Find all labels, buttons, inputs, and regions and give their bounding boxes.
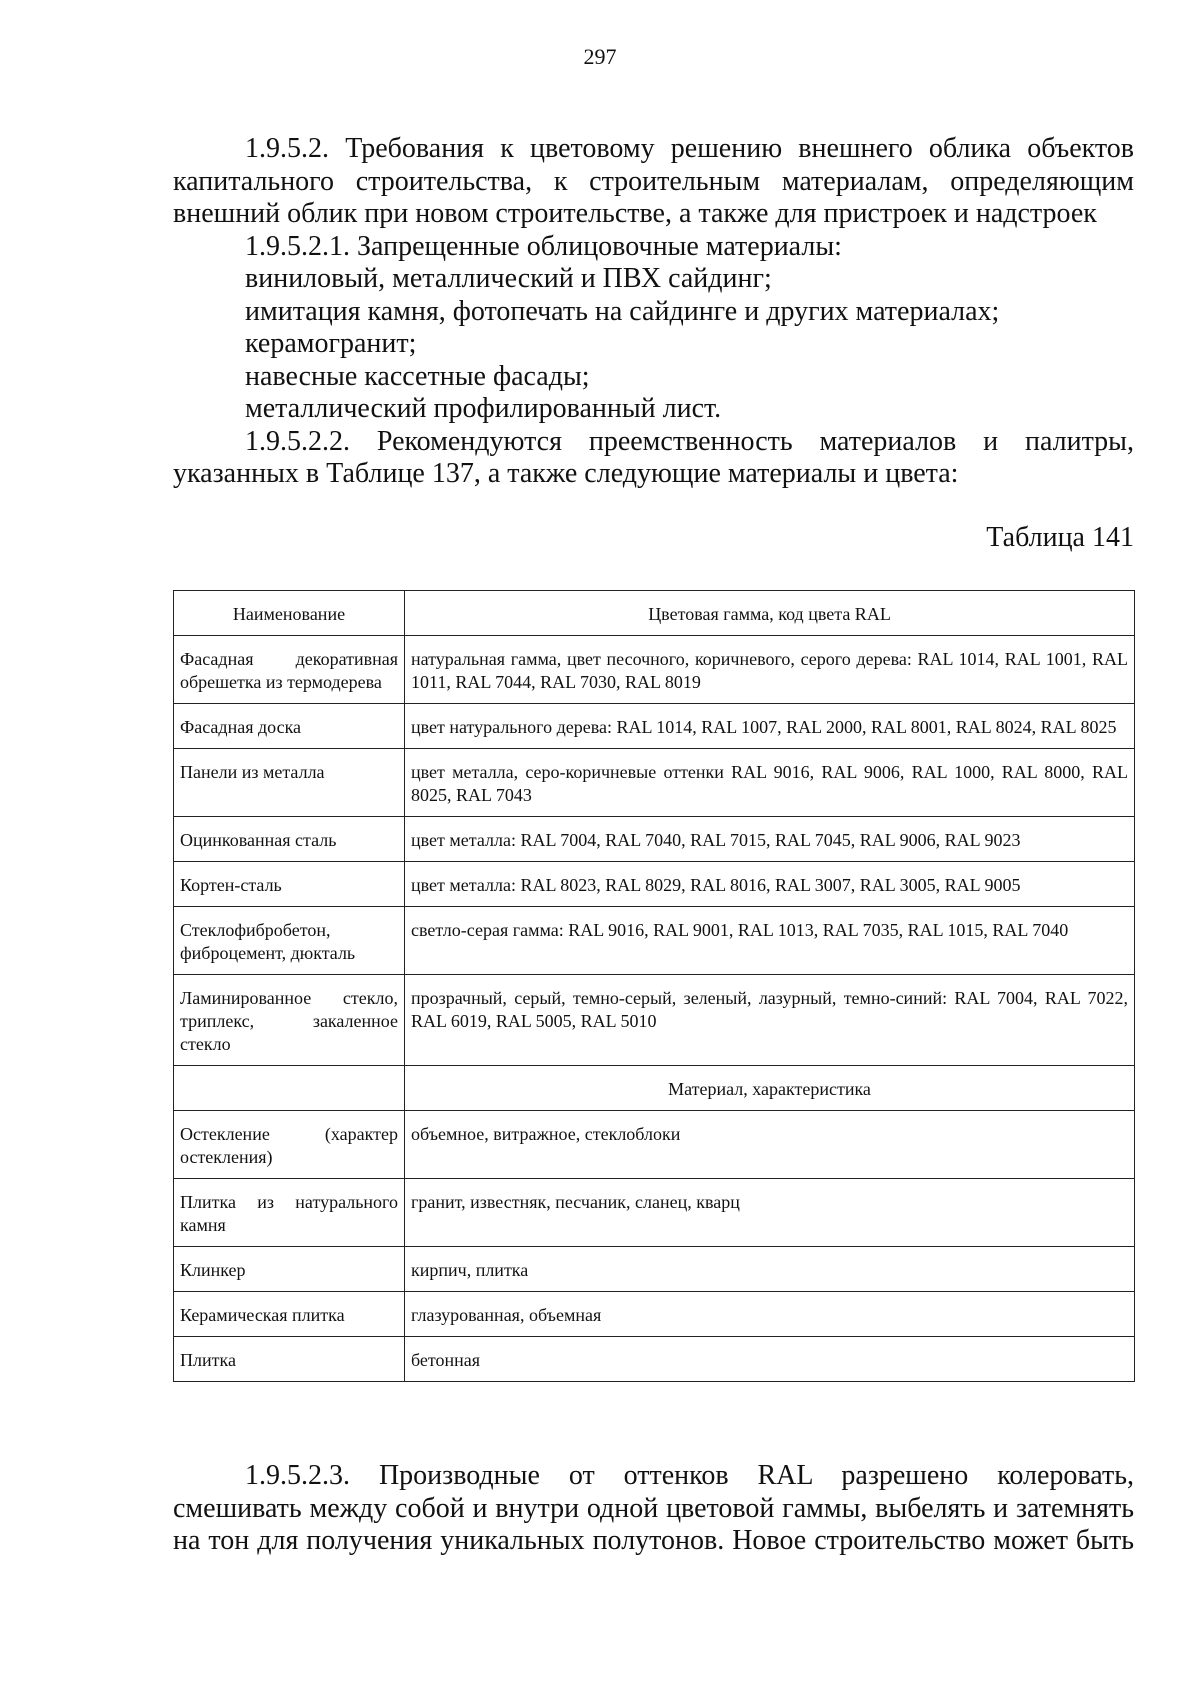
table-row — [174, 862, 1135, 907]
row-name-cell: Плитка — [174, 1337, 405, 1382]
row-name-cell: Оцинкованная сталь — [174, 817, 405, 862]
row-value-cell: объемное, витражное, стеклоблоки — [405, 1111, 1135, 1179]
row-value-cell: прозрачный, серый, темно-серый, зеленый, лазурный, темно-синий: RAL 7004, RAL 7022, RAL 6019, RAL 5005, RAL 5010 — [405, 975, 1135, 1066]
table-row — [174, 907, 1135, 975]
table-row — [174, 975, 1135, 1066]
table-row — [174, 749, 1135, 817]
forbidden-item: керамогранит; — [245, 328, 417, 359]
forbidden-materials-title: 1.9.5.2.1. Запрещенные облицовочные материалы: — [245, 230, 842, 262]
row-name-cell: Фасадная доска — [174, 704, 405, 749]
derivatives-paragraph: 1.9.5.2.3. Производные от оттенков RAL разрешено колеровать, смешивать между собой и внутри одной цветовой гаммы, выбелять и затемнять на тон для получения уникальных полутонов. Новое строительство может быть — [173, 1460, 1134, 1556]
table-row — [174, 1292, 1135, 1337]
recommended-materials-paragraph: 1.9.5.2.2. Рекомендуются преемственность материалов и палитры, указанных в Таблице 137, а также следующие материалы и цвета: — [173, 425, 1134, 489]
row-name-cell: Фасадная декоративная обрешетка из термодерева — [174, 636, 405, 704]
row-value-cell: цвет натурального дерева: RAL 1014, RAL 1007, RAL 2000, RAL 8001, RAL 8024, RAL 8025 — [405, 704, 1135, 749]
table-subheader-row — [174, 1066, 1135, 1111]
row-name-cell: Остекление (характер остекления) — [174, 1111, 405, 1179]
materials-table — [173, 590, 1135, 1382]
row-value-cell: цвет металла: RAL 7004, RAL 7040, RAL 7015, RAL 7045, RAL 9006, RAL 9023 — [405, 817, 1135, 862]
row-name-cell: Панели из металла — [174, 749, 405, 817]
subheader-cell-material: Материал, характеристика — [405, 1066, 1135, 1111]
table-row — [174, 1337, 1135, 1382]
table-row — [174, 1179, 1135, 1247]
row-name-cell: Ламинированное стекло, триплекс, закаленное стекло — [174, 975, 405, 1066]
row-value-cell: гранит, известняк, песчаник, сланец, кварц — [405, 1179, 1135, 1247]
outro-section — [173, 1460, 1134, 1558]
row-name-cell: Плитка из натурального камня — [174, 1179, 405, 1247]
table-header-row — [174, 591, 1135, 636]
row-value-cell: цвет металла, серо-коричневые оттенки RAL 9016, RAL 9006, RAL 1000, RAL 8000, RAL 8025, RAL 7043 — [405, 749, 1135, 817]
header-cell-name: Наименование — [174, 591, 405, 636]
table-row — [174, 1247, 1135, 1292]
row-name-cell: Кортен-сталь — [174, 862, 405, 907]
header-cell-color: Цветовая гамма, код цвета RAL — [405, 591, 1135, 636]
table-row — [174, 817, 1135, 862]
section-heading-paragraph: 1.9.5.2. Требования к цветовому решению внешнего облика объектов капитального строительства, к строительным материалам, определяющим внешний облик при новом строительстве, а также для пристроек и надстроек — [173, 133, 1134, 229]
row-value-cell: глазурованная, объемная — [405, 1292, 1135, 1337]
row-name-cell: Клинкер — [174, 1247, 405, 1292]
forbidden-item: виниловый, металлический и ПВХ сайдинг; — [245, 263, 772, 294]
row-value-cell: цвет металла: RAL 8023, RAL 8029, RAL 8016, RAL 3007, RAL 3005, RAL 9005 — [405, 862, 1135, 907]
row-value-cell: светло-серая гамма: RAL 9016, RAL 9001, RAL 1013, RAL 7035, RAL 1015, RAL 7040 — [405, 907, 1135, 975]
page-number: 297 — [583, 44, 617, 69]
table-row — [174, 636, 1135, 704]
intro-section — [173, 133, 1134, 491]
row-name-cell: Стеклофибробетон, фиброцемент, дюкталь — [174, 907, 405, 975]
table-row — [174, 704, 1135, 749]
forbidden-item: металлический профилированный лист. — [245, 393, 722, 424]
subheader-cell-empty — [174, 1066, 405, 1111]
row-value-cell: бетонная — [405, 1337, 1135, 1382]
table-row — [174, 1111, 1135, 1179]
forbidden-item: имитация камня, фотопечать на сайдинге и других материалах; — [245, 295, 1000, 327]
row-value-cell: кирпич, плитка — [405, 1247, 1135, 1292]
row-name-cell: Керамическая плитка — [174, 1292, 405, 1337]
row-value-cell: натуральная гамма, цвет песочного, коричневого, серого дерева: RAL 1014, RAL 1001, RAL 1011, RAL 7044, RAL 7030, RAL 8019 — [405, 636, 1135, 704]
forbidden-item: навесные кассетные фасады; — [245, 360, 590, 392]
table-caption: Таблица 141 — [986, 522, 1134, 553]
